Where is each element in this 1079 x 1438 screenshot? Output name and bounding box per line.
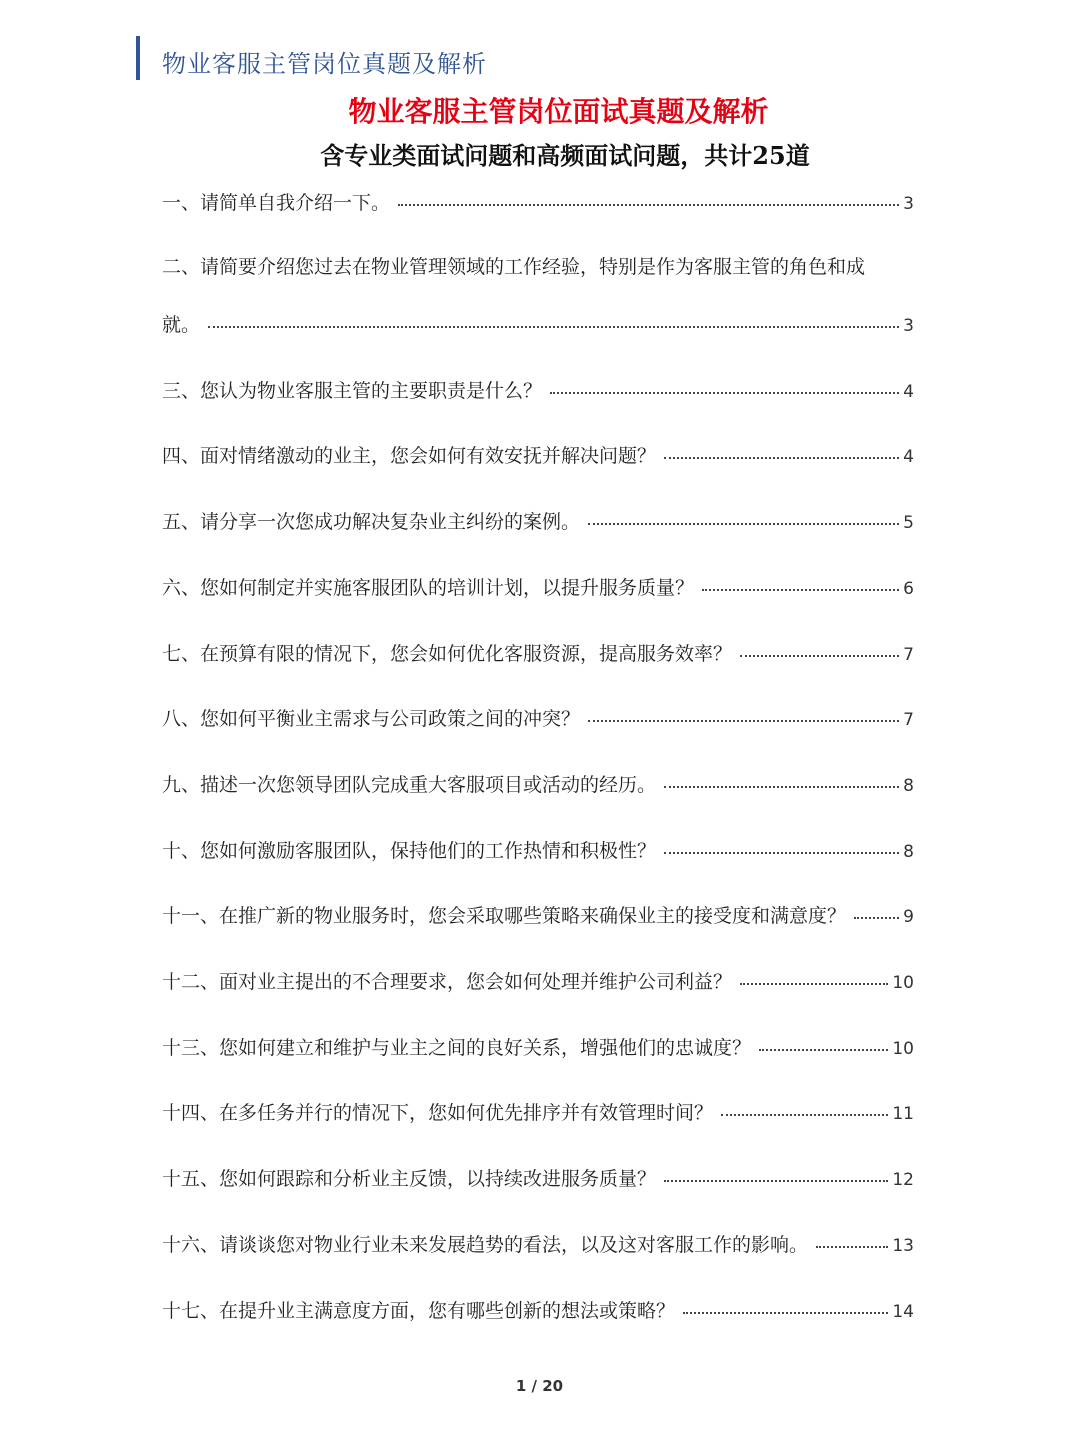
- toc-leader-dots: [398, 204, 899, 206]
- toc-entry-9[interactable]: [162, 770, 914, 797]
- toc-entry-label: 五、请分享一次您成功解决复杂业主纠纷的案例。: [162, 511, 581, 533]
- toc-entry-page: 6: [903, 579, 914, 599]
- toc-entry-10[interactable]: [162, 836, 914, 863]
- toc-leader-dots: [664, 457, 899, 459]
- toc-entry-7[interactable]: [162, 639, 914, 666]
- toc-entry-5[interactable]: [162, 507, 914, 534]
- toc-entry-label: 十七、在提升业主满意度方面，您有哪些创新的想法或策略？: [162, 1300, 676, 1322]
- toc-entry-page: 12: [892, 1170, 914, 1190]
- toc-leader-dots: [721, 1114, 888, 1116]
- toc-leader-dots: [664, 852, 899, 854]
- toc-entry-page: 5: [903, 513, 914, 533]
- toc-entry-label: 三、您认为物业客服主管的主要职责是什么？: [162, 380, 543, 402]
- toc-entry-13[interactable]: [162, 1033, 914, 1060]
- toc-entry-page: 11: [892, 1104, 914, 1124]
- toc-entry-page: 7: [903, 710, 914, 730]
- toc-leader-dots: [664, 786, 899, 788]
- toc-leader-dots: [664, 1180, 888, 1182]
- toc-entry-label: 八、您如何平衡业主需求与公司政策之间的冲突？: [162, 708, 581, 730]
- toc-leader-dots: [759, 1049, 888, 1051]
- toc-entry-2-line1[interactable]: 二、请简要介绍您过去在物业管理领域的工作经验，特别是作为客服主管的角色和成: [162, 256, 866, 278]
- toc-entry-17[interactable]: [162, 1296, 914, 1323]
- document-subtitle: 含专业类面试问题和高频面试问题，共计25道: [320, 141, 810, 170]
- toc-entry-page: 13: [892, 1236, 914, 1256]
- toc-entry-page: 9: [903, 907, 914, 927]
- header-accent-bar: [136, 36, 140, 80]
- toc-entry-16[interactable]: [162, 1230, 914, 1257]
- toc-leader-dots: [588, 523, 899, 525]
- toc-leader-dots: [683, 1312, 888, 1314]
- toc-entry-label: 十四、在多任务并行的情况下，您如何优先排序并有效管理时间？: [162, 1102, 714, 1124]
- toc-entry-label: 九、描述一次您领导团队完成重大客服项目或活动的经历。: [162, 774, 657, 796]
- toc-leader-dots: [588, 720, 899, 722]
- toc-entry-8[interactable]: [162, 704, 914, 731]
- toc-entry-4[interactable]: [162, 441, 914, 468]
- toc-entry-2[interactable]: [162, 310, 914, 337]
- toc-entry-label: 十五、您如何跟踪和分析业主反馈，以持续改进服务质量？: [162, 1168, 657, 1190]
- toc-entry-15[interactable]: [162, 1164, 914, 1191]
- toc-entry-label: 四、面对情绪激动的业主，您会如何有效安抚并解决问题？: [162, 445, 657, 467]
- toc-entry-11[interactable]: [162, 901, 914, 928]
- toc-leader-dots: [854, 917, 899, 919]
- toc-entry-label: 十二、面对业主提出的不合理要求，您会如何处理并维护公司利益？: [162, 971, 733, 993]
- toc-leader-dots: [208, 326, 899, 328]
- page-indicator: 1 / 20: [515, 1377, 564, 1395]
- toc-leader-dots: [740, 655, 899, 657]
- toc-entry-label: 七、在预算有限的情况下，您会如何优化客服资源，提高服务效率？: [162, 643, 733, 665]
- toc-entry-page: 3: [903, 194, 914, 214]
- toc-leader-dots: [816, 1246, 888, 1248]
- toc-entry-label: 一、请简单自我介绍一下。: [162, 192, 391, 214]
- toc-entry-label: 十、您如何激励客服团队，保持他们的工作热情和积极性？: [162, 840, 657, 862]
- toc-entry-3[interactable]: [162, 376, 914, 403]
- toc-entry-page: 14: [892, 1302, 914, 1322]
- toc-leader-dots: [702, 589, 899, 591]
- toc-entry-12[interactable]: [162, 967, 914, 994]
- toc-entry-label: 十三、您如何建立和维护与业主之间的良好关系，增强他们的忠诚度？: [162, 1037, 752, 1059]
- toc-entry-page: 8: [903, 776, 914, 796]
- toc-entry-label: 十一、在推广新的物业服务时，您会采取哪些策略来确保业主的接受度和满意度？: [162, 905, 847, 927]
- toc-entry-page: 4: [903, 382, 914, 402]
- toc-entry-page: 4: [903, 447, 914, 467]
- toc-entry-page: 3: [903, 316, 914, 336]
- toc-entry-page: 10: [892, 973, 914, 993]
- toc-entry-page: 10: [892, 1039, 914, 1059]
- toc-entry-label: 十六、请谈谈您对物业行业未来发展趋势的看法，以及这对客服工作的影响。: [162, 1234, 809, 1256]
- toc-entry-1[interactable]: [162, 188, 914, 215]
- toc-entry-6[interactable]: [162, 573, 914, 600]
- toc-entry-label: 六、您如何制定并实施客服团队的培训计划，以提升服务质量？: [162, 577, 695, 599]
- toc-leader-dots: [550, 392, 899, 394]
- toc-entry-label: 就。: [162, 314, 201, 336]
- toc-entry-14[interactable]: [162, 1098, 914, 1125]
- toc-entry-page: 7: [903, 645, 914, 665]
- toc-leader-dots: [740, 983, 888, 985]
- running-header: 物业客服主管岗位真题及解析: [162, 50, 487, 78]
- document-title: 物业客服主管岗位面试真题及解析: [348, 95, 769, 128]
- toc-entry-page: 8: [903, 842, 914, 862]
